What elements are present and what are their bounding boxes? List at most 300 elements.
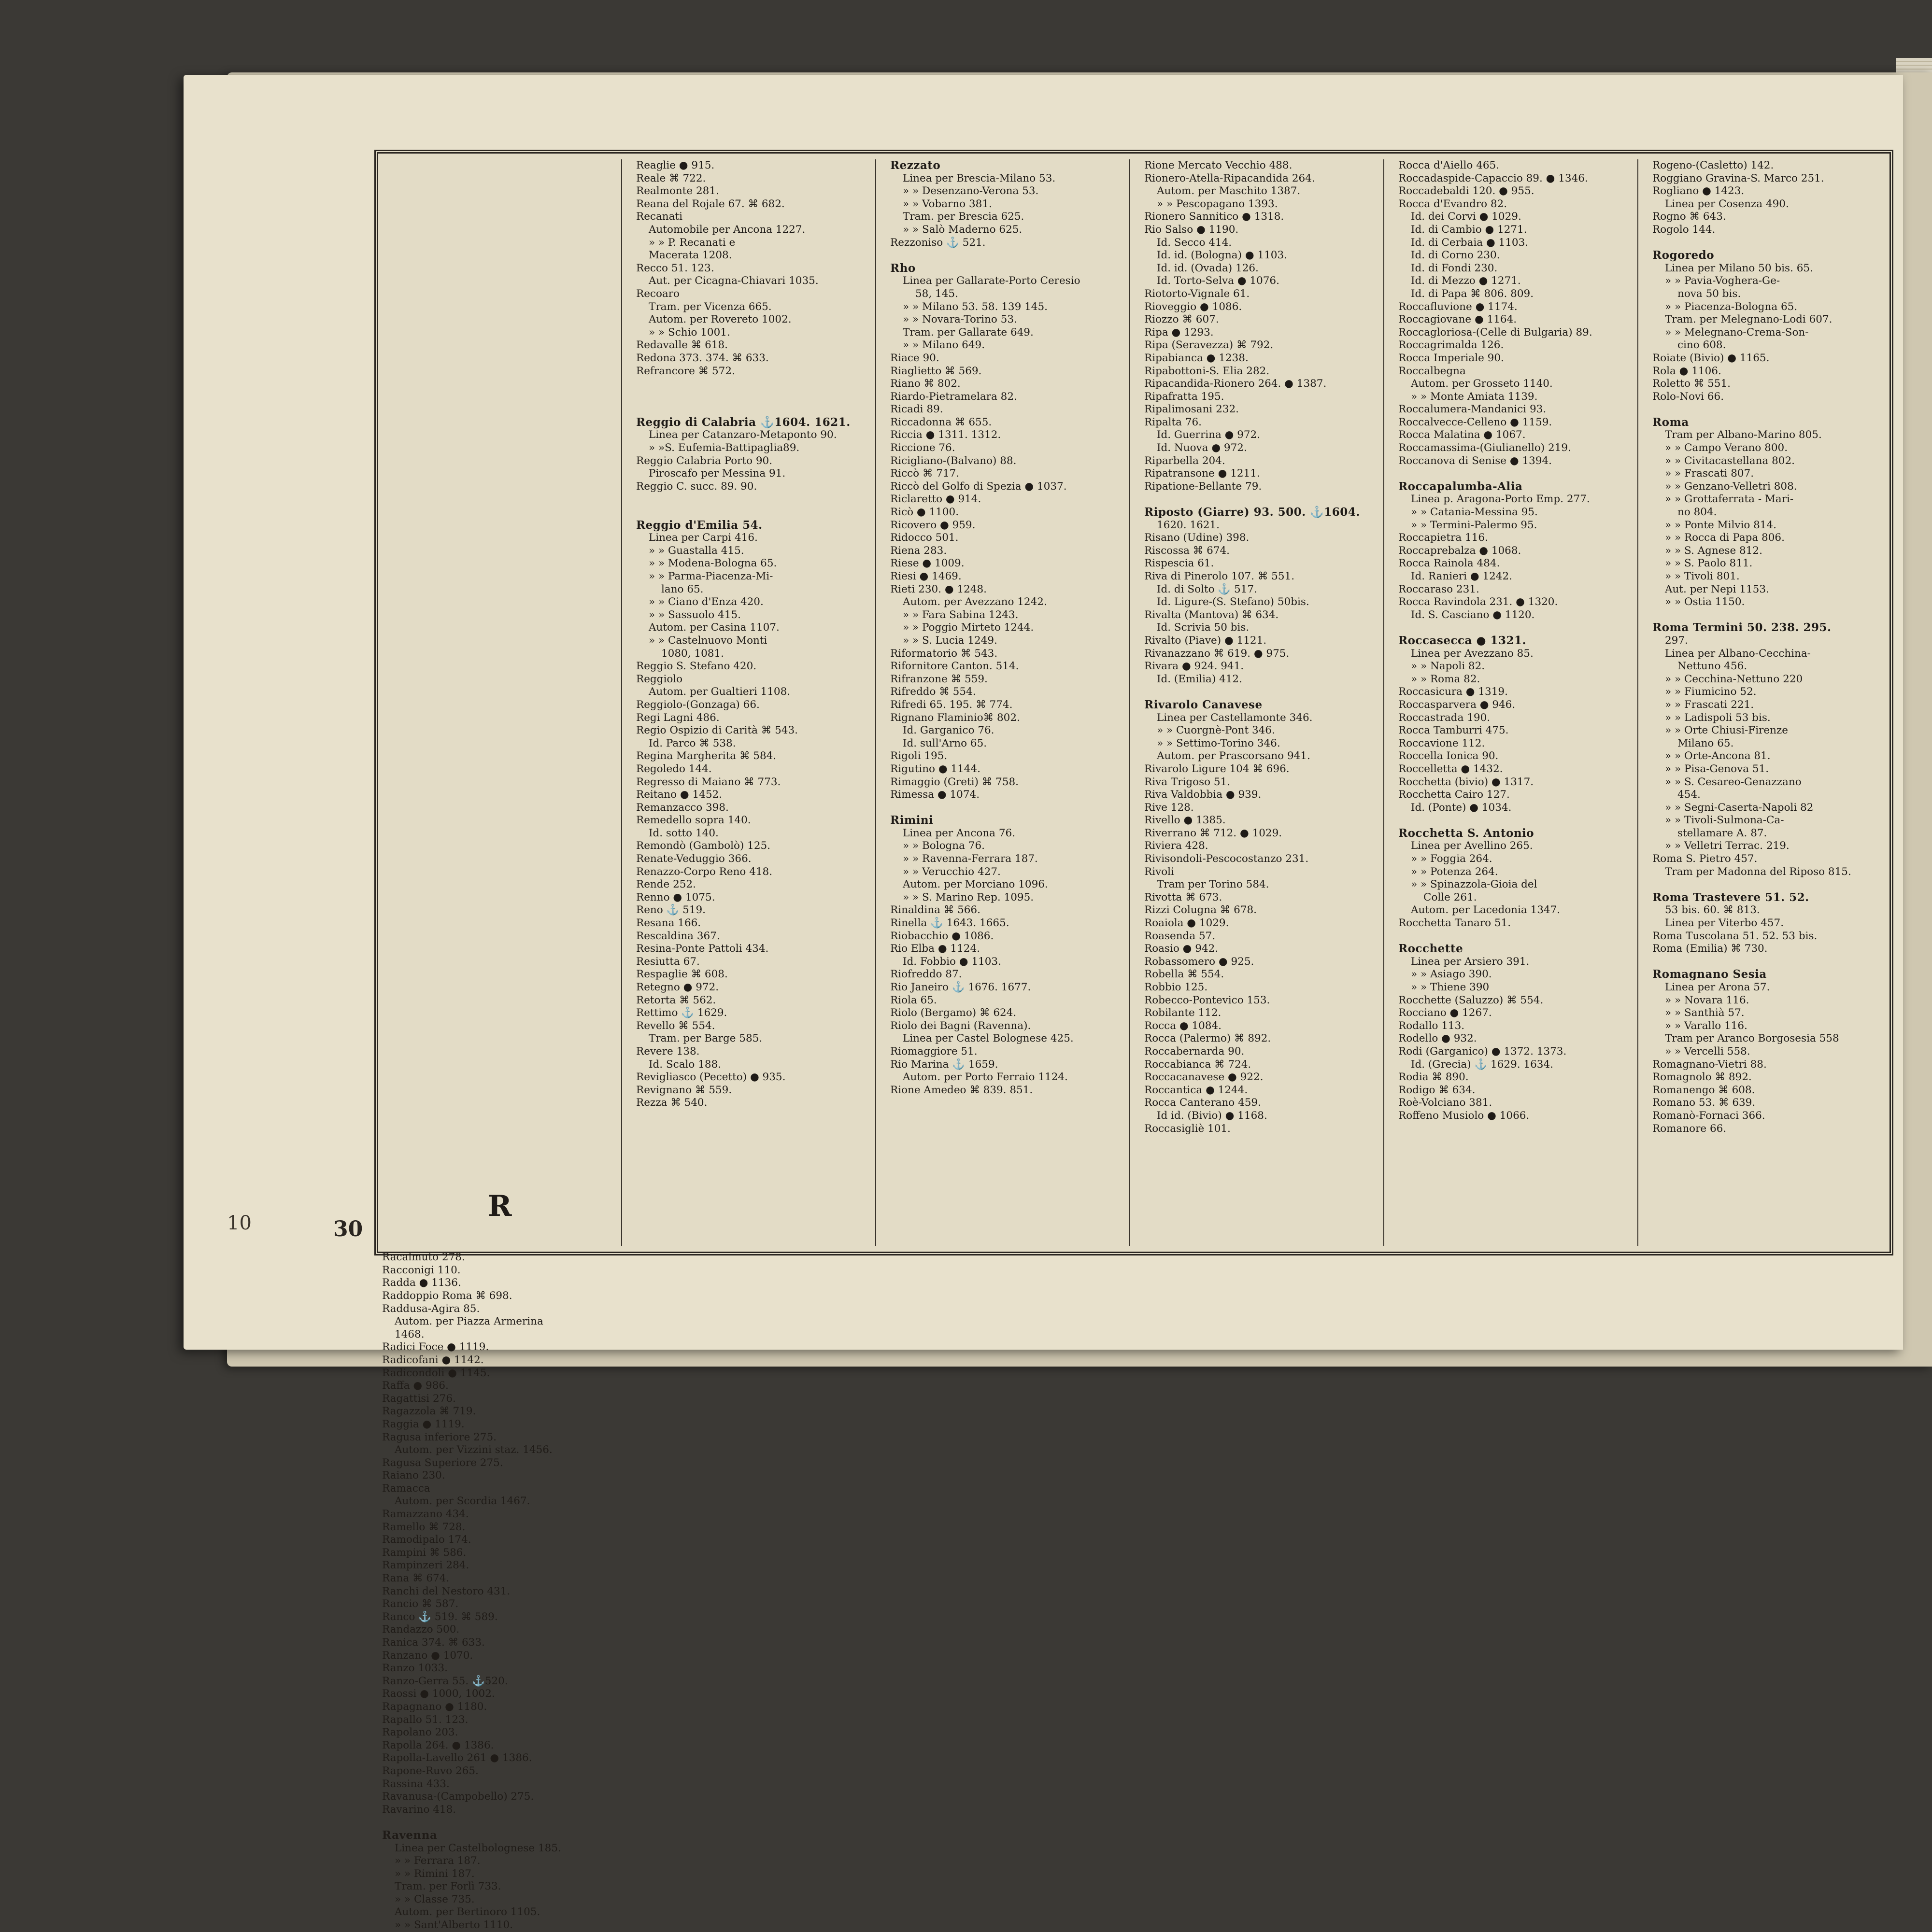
index-column-5: [1394, 159, 1638, 1246]
index-entry: Rodi (Garganico) ● 1372. 1373.: [1398, 1045, 1567, 1058]
index-heading: Reggio di Calabria ⚓1604. 1621.: [636, 415, 851, 429]
index-entry: Tram. per Brescia 625.: [903, 211, 1024, 223]
index-entry: » » Termini-Palermo 95.: [1411, 519, 1537, 531]
index-entry: » » Campo Verano 800.: [1665, 442, 1788, 454]
index-entry: Autom. per Prascorsano 941.: [1157, 750, 1310, 762]
spacer: [1652, 956, 1889, 969]
index-entry: Ranzo-Gerra 55. ⚓520.: [382, 1675, 508, 1687]
index-entry: Rieti 230. ● 1248.: [890, 583, 987, 595]
index-entry: Rimessa ● 1074.: [890, 789, 980, 801]
index-entry: Autom. per Bertinoro 1105.: [395, 1906, 540, 1918]
index-entry: Riozzo ⌘ 607.: [1144, 313, 1219, 326]
index-entry: Radicofani ● 1142.: [382, 1354, 484, 1366]
index-entry: Rodello ● 932.: [1398, 1032, 1477, 1045]
index-entry: Riccione 76.: [890, 442, 955, 454]
index-entry: Autom. per Lacedonia 1347.: [1411, 904, 1561, 917]
index-entry: Ramello ⌘ 728.: [382, 1521, 466, 1533]
index-entry: Ramodipalo 174.: [382, 1534, 471, 1546]
index-entry: » » Guastalla 415.: [649, 544, 744, 557]
index-entry: Autom. per Morciano 1096.: [903, 878, 1048, 891]
index-entry: Ricovero ● 959.: [890, 519, 976, 531]
index-entry: Ripalta 76.: [1144, 416, 1202, 428]
index-entry: Reggio S. Stefano 420.: [636, 660, 757, 673]
index-entry: Retegno ● 972.: [636, 981, 719, 994]
index-entry: Riotorto-Vignale 61.: [1144, 287, 1250, 300]
index-entry: Rivarolo Ligure 104 ⌘ 696.: [1144, 762, 1290, 775]
index-entry: Roccapietra 116.: [1398, 532, 1488, 544]
index-entry: stellamare A. 87.: [1677, 827, 1767, 839]
index-entry: Rettimo ⚓ 1629.: [636, 1007, 727, 1019]
index-entry: Linea per Milano 50 bis. 65.: [1665, 262, 1813, 274]
index-entry: Rifornitore Canton. 514.: [890, 660, 1019, 673]
index-entry: Id. Ligure-(S. Stefano) 50bis.: [1157, 596, 1309, 608]
index-entry: Revignano ⌘ 559.: [636, 1084, 732, 1096]
spacer: [382, 1816, 617, 1829]
index-entry: Romagnano-Vietri 88.: [1652, 1058, 1767, 1071]
index-entry: 454.: [1677, 789, 1701, 801]
index-entry: Id. (Grecia) ⚓ 1629. 1634.: [1411, 1058, 1553, 1071]
index-entry: Id. dei Corvi ● 1029.: [1411, 211, 1521, 223]
index-entry: Id. di Corno 230.: [1411, 249, 1500, 262]
index-entry: Ripalimosani 232.: [1144, 403, 1239, 416]
index-entry: Id. Ranieri ● 1242.: [1411, 570, 1513, 582]
index-entry: Riccò ⌘ 717.: [890, 467, 960, 480]
index-entry: Rivello ● 1385.: [1144, 814, 1226, 827]
index-entry: Reale ⌘ 722.: [636, 172, 706, 184]
index-entry: Rodallo 113.: [1398, 1019, 1465, 1032]
index-entry: 58, 145.: [915, 287, 958, 300]
index-entry: Rionero Sannitico ● 1318.: [1144, 211, 1284, 223]
index-entry: Rassina 433.: [382, 1777, 450, 1790]
index-entry: Revello ⌘ 554.: [636, 1019, 715, 1032]
index-entry: Riola 65.: [890, 994, 937, 1006]
index-entry: lano 65.: [661, 583, 704, 595]
index-entry: Rocca Tamburri 475.: [1398, 724, 1509, 737]
spacer: [1144, 493, 1379, 506]
index-entry: » » Cuorgnè-Pont 346.: [1157, 724, 1275, 737]
index-entry: Resina-Ponte Pattoli 434.: [636, 943, 769, 955]
index-entry: Riccò del Golfo di Spezia ● 1037.: [890, 480, 1067, 493]
index-entry: Linea per Castel Bolognese 425.: [903, 1032, 1074, 1045]
index-entry: Ramazzano 434.: [382, 1508, 469, 1521]
index-entry: Robilante 112.: [1144, 1007, 1222, 1019]
index-entry: Autom. per Scordia 1467.: [395, 1495, 530, 1508]
index-entry: Romanore 66.: [1652, 1122, 1727, 1135]
index-entry: Aut. per Nepi 1153.: [1665, 583, 1769, 595]
index-entry: Randazzo 500.: [382, 1623, 460, 1636]
index-entry: Tram per Albano-Marino 805.: [1665, 429, 1822, 441]
index-entry: Ripafratta 195.: [1144, 390, 1224, 403]
index-entry: Rapolla 264. ● 1386.: [382, 1739, 494, 1751]
index-entry: » » Grottaferrata - Mari-: [1665, 493, 1794, 506]
index-entry: Rancio ⌘ 587.: [382, 1598, 459, 1610]
index-entry: Rogliano ● 1423.: [1652, 185, 1745, 197]
index-entry: Roccasparvera ● 946.: [1398, 698, 1516, 711]
index-entry: Resana 166.: [636, 917, 701, 930]
index-entry: Ranco ⚓ 519. ⌘ 589.: [382, 1610, 498, 1623]
index-entry: Id id. (Bivio) ● 1168.: [1157, 1109, 1267, 1122]
index-entry: » » Velletri Terrac. 219.: [1665, 840, 1790, 852]
index-entry: » » Schio 1001.: [649, 326, 730, 338]
index-entry: Robella ⌘ 554.: [1144, 968, 1224, 981]
index-entry: Roccagiovane ● 1164.: [1398, 313, 1517, 326]
index-entry: » » Segni-Caserta-Napoli 82: [1665, 801, 1814, 814]
index-entry: Autom. per Gualtieri 1108.: [649, 686, 791, 698]
index-entry: Rio Janeiro ⚓ 1676. 1677.: [890, 981, 1031, 993]
index-entry: Remondò (Gambolò) 125.: [636, 840, 771, 852]
index-entry: Rizzi Colugna ⌘ 678.: [1144, 904, 1257, 917]
index-entry: Raddusa-Agira 85.: [382, 1302, 480, 1315]
index-entry: Id. id. (Ovada) 126.: [1157, 262, 1259, 274]
index-entry: Ranzano ● 1070.: [382, 1649, 473, 1662]
index-entry: Riese ● 1009.: [890, 557, 965, 570]
index-entry: » » Milano 53. 58. 139 145.: [903, 300, 1048, 313]
index-entry: Macerata 1208.: [649, 249, 732, 262]
index-entry: Riccadonna ⌘ 655.: [890, 416, 992, 428]
index-heading: Rogoredo: [1652, 249, 1715, 262]
section-letter: R: [487, 1189, 512, 1223]
index-entry: Roccaraso 231.: [1398, 583, 1479, 595]
index-entry: » » Orte-Ancona 81.: [1665, 750, 1771, 762]
index-entry: » » Asiago 390.: [1411, 968, 1492, 981]
index-entry: 1620. 1621.: [1157, 519, 1220, 531]
index-entry: Roccanova di Senise ● 1394.: [1398, 454, 1552, 467]
index-entry: » » Classe 735.: [395, 1893, 475, 1905]
index-entry: Rocca Malatina ● 1067.: [1398, 429, 1526, 441]
index-entry: Roiate (Bivio) ● 1165.: [1652, 352, 1770, 364]
index-entry: Roccalbegna: [1398, 365, 1466, 377]
index-entry: Autom. per Vizzini staz. 1456.: [395, 1444, 553, 1456]
index-entry: cino 608.: [1677, 339, 1726, 352]
index-entry: Tram. per Gallarate 649.: [903, 326, 1034, 338]
index-entry: 1468.: [395, 1328, 425, 1340]
index-entry: Roasio ● 942.: [1144, 943, 1219, 955]
index-entry: Romano 53. ⌘ 639.: [1652, 1097, 1756, 1109]
index-entry: Tram per Madonna del Riposo 815.: [1665, 865, 1851, 878]
index-entry: Robbio 125.: [1144, 981, 1208, 993]
index-entry: Reggio C. succ. 89. 90.: [636, 480, 757, 493]
index-entry: » » Milano 649.: [903, 339, 985, 352]
index-entry: Riardo-Pietramelara 82.: [890, 390, 1017, 403]
index-entry: Ragazzola ⌘ 719.: [382, 1405, 476, 1418]
index-entry: Ricò ● 1100.: [890, 506, 959, 519]
index-entry: Autom. per Casina 1107.: [649, 621, 780, 634]
index-heading: Rimini: [890, 814, 934, 827]
index-heading: Reggio d'Emilia 54.: [636, 518, 763, 532]
index-entry: Roaiola ● 1029.: [1144, 917, 1229, 930]
index-entry: Racalmuto 278.: [382, 1251, 465, 1264]
index-entry: Id. S. Casciano ● 1120.: [1411, 608, 1535, 621]
index-entry: » » Napoli 82.: [1411, 660, 1485, 673]
index-column-6: [1648, 159, 1892, 1246]
index-entry: » » Novara-Torino 53.: [903, 313, 1017, 326]
index-entry: Roccabernarda 90.: [1144, 1045, 1245, 1058]
index-entry: Reggiolo: [636, 673, 683, 685]
index-entry: Retorta ⌘ 562.: [636, 994, 716, 1006]
index-entry: Rolo-Novi 66.: [1652, 390, 1724, 403]
index-entry: Rigoli 195.: [890, 750, 948, 762]
index-entry: » » S. Agnese 812.: [1665, 544, 1762, 557]
spacer: [1652, 878, 1889, 891]
index-entry: Refrancore ⌘ 572.: [636, 365, 735, 377]
index-entry: » » Ponte Milvio 814.: [1665, 519, 1776, 531]
index-entry: » » Civitacastellana 802.: [1665, 454, 1795, 467]
index-entry: Rocca d'Evandro 82.: [1398, 197, 1507, 210]
spacer: [382, 1226, 617, 1251]
index-entry: Ripatione-Bellante 79.: [1144, 480, 1262, 493]
index-entry: Riofreddo 87.: [890, 968, 962, 981]
index-entry: Id. Garganico 76.: [903, 724, 994, 737]
index-entry: nova 50 bis.: [1677, 287, 1741, 300]
index-heading: Roccapalumba-Alia: [1398, 479, 1523, 493]
index-heading: Roma: [1652, 415, 1689, 429]
index-entry: 1080, 1081.: [661, 647, 724, 660]
page-number: 30: [333, 1217, 363, 1241]
index-entry: Id. Torto-Selva ● 1076.: [1157, 275, 1279, 287]
spacer: [1398, 814, 1634, 827]
index-entry: » » Roma 82.: [1411, 673, 1480, 685]
index-entry: Roccamassima-(Giulianello) 219.: [1398, 442, 1571, 454]
index-entry: Rapolla-Lavello 261 ● 1386.: [382, 1752, 532, 1764]
index-entry: Aut. per Cicagna-Chiavari 1035.: [649, 275, 819, 287]
index-entry: Remanzacco 398.: [636, 801, 729, 814]
index-entry: Rodigo ⌘ 634.: [1398, 1084, 1476, 1096]
index-entry: » » Ostia 1150.: [1665, 596, 1745, 608]
index-entry: Rogno ⌘ 643.: [1652, 211, 1726, 223]
index-entry: 297.: [1665, 634, 1688, 647]
index-entry: Tram. per Vicenza 665.: [649, 300, 772, 313]
index-entry: Ripatransone ● 1211.: [1144, 467, 1260, 480]
index-entry: Respaglie ⌘ 608.: [636, 968, 728, 981]
index-entry: Id. di Papa ⌘ 806. 809.: [1411, 287, 1534, 300]
index-entry: Id. Parco ⌘ 538.: [649, 737, 736, 749]
index-entry: Roccabianca ⌘ 724.: [1144, 1058, 1251, 1071]
index-entry: Remedello sopra 140.: [636, 814, 751, 827]
index-entry: » » Vobarno 381.: [903, 197, 992, 210]
index-entry: Reggiolo-(Gonzaga) 66.: [636, 698, 760, 711]
index-entry: Reaglie ● 915.: [636, 159, 715, 171]
index-entry: Redavalle ⌘ 618.: [636, 339, 728, 352]
index-entry: Rione Mercato Vecchio 488.: [1144, 159, 1293, 171]
index-entry: Rimaggio (Greti) ⌘ 758.: [890, 776, 1019, 788]
index-entry: Regresso di Maiano ⌘ 773.: [636, 776, 781, 788]
index-entry: Radicondoli ● 1145.: [382, 1367, 490, 1379]
index-entry: Radda ● 1136.: [382, 1277, 461, 1289]
index-entry: Rivara ● 924. 941.: [1144, 660, 1244, 673]
index-entry: Riva Trigoso 51.: [1144, 776, 1231, 788]
index-entry: Rana ⌘ 674.: [382, 1572, 450, 1585]
index-entry: » » Desenzano-Verona 53.: [903, 185, 1039, 197]
index-entry: Rivisondoli-Pescocostanzo 231.: [1144, 853, 1309, 865]
index-entry: Ragusa inferiore 275.: [382, 1431, 497, 1443]
index-entry: » » Castelnuovo Monti: [649, 634, 767, 647]
index-entry: Tram. per Forlì 733.: [395, 1880, 501, 1893]
index-entry: Rispescia 61.: [1144, 557, 1214, 570]
index-entry: Piroscafo per Messina 91.: [649, 467, 786, 480]
index-entry: » »S. Eufemia-Battipaglia89.: [649, 442, 800, 454]
index-entry: Linea per Arsiero 391.: [1411, 955, 1530, 968]
index-entry: no 804.: [1677, 506, 1717, 519]
index-entry: Roccelletta ● 1432.: [1398, 762, 1503, 775]
index-entry: Raffa ● 986.: [382, 1380, 449, 1392]
index-entry: Roccacanavese ● 922.: [1144, 1071, 1264, 1084]
spacer: [890, 249, 1125, 262]
index-entry: Tram. per Melegnano-Lodi 607.: [1665, 313, 1833, 326]
index-entry: Roma S. Pietro 457.: [1652, 853, 1758, 865]
index-entry: Roccaprebalza ● 1068.: [1398, 544, 1521, 557]
index-entry: Rocciano ● 1267.: [1398, 1007, 1492, 1019]
index-entry: Linea per Brescia-Milano 53.: [903, 172, 1056, 184]
index-entry: » » P. Recanati e: [649, 236, 736, 249]
index-entry: Renate-Veduggio 366.: [636, 853, 752, 865]
index-entry: Renno ● 1075.: [636, 891, 715, 903]
index-entry: Ripa (Seravezza) ⌘ 792.: [1144, 339, 1274, 352]
index-entry: Rapagnano ● 1180.: [382, 1700, 487, 1713]
index-entry: Rodia ⌘ 890.: [1398, 1071, 1469, 1084]
index-entry: Risano (Udine) 398.: [1144, 532, 1250, 544]
index-entry: Robassomero ● 925.: [1144, 955, 1254, 968]
index-column-1: [378, 159, 622, 1932]
index-entry: Regi Lagni 486.: [636, 711, 720, 724]
index-entry: Rogolo 144.: [1652, 223, 1716, 236]
index-entry: Milano 65.: [1677, 737, 1734, 749]
index-entry: » » Tivoli 801.: [1665, 570, 1740, 582]
index-entry: » » Piacenza-Bologna 65.: [1665, 300, 1798, 313]
index-entry: Rescaldina 367.: [636, 930, 720, 942]
spacer: [636, 493, 871, 519]
index-entry: » » Vercelli 558.: [1665, 1045, 1750, 1058]
index-entry: Autom. per Maschito 1387.: [1157, 185, 1301, 197]
index-entry: Nettuno 456.: [1677, 660, 1747, 673]
index-entry: Regina Margherita ⌘ 584.: [636, 750, 777, 762]
index-entry: Roccavione 112.: [1398, 737, 1485, 749]
index-entry: Racconigi 110.: [382, 1264, 461, 1276]
index-entry: Id. Nuova ● 972.: [1157, 442, 1247, 454]
index-entry: Tram per Torino 584.: [1157, 878, 1269, 891]
spacer: [1398, 621, 1634, 635]
index-entry: Regoledo 144.: [636, 762, 712, 775]
index-entry: Roma Tuscolana 51. 52. 53 bis.: [1652, 930, 1818, 942]
index-entry: Roè-Volciano 381.: [1398, 1097, 1492, 1109]
index-entry: Ragattisi 276.: [382, 1392, 456, 1405]
index-entry: » » Novara 116.: [1665, 994, 1749, 1006]
index-entry: Rivanazzano ⌘ 619. ● 975.: [1144, 647, 1290, 660]
index-heading: Roccasecca ● 1321.: [1398, 634, 1526, 647]
index-column-4: [1140, 159, 1384, 1246]
index-entry: Linea p. Aragona-Porto Emp. 277.: [1411, 493, 1590, 506]
index-entry: Rogeno-(Casletto) 142.: [1652, 159, 1774, 171]
index-entry: Rivoli: [1144, 865, 1174, 878]
index-entry: Ranchi del Nestoro 431.: [382, 1585, 511, 1597]
index-entry: » » Bologna 76.: [903, 840, 985, 852]
index-entry: Linea per Carpi 416.: [649, 532, 758, 544]
index-entry: » » Tivoli-Sulmona-Ca-: [1665, 814, 1784, 827]
index-entry: Rocca ● 1084.: [1144, 1019, 1222, 1032]
index-entry: Roccalvecce-Celleno ● 1159.: [1398, 416, 1552, 428]
spacer: [636, 378, 871, 416]
index-entry: Riaglietto ⌘ 569.: [890, 365, 982, 377]
index-entry: Id. Guerrina ● 972.: [1157, 429, 1261, 441]
index-entry: Rocca Rainola 484.: [1398, 557, 1500, 570]
index-heading: Ravenna: [382, 1828, 438, 1842]
index-entry: Rapolano 203.: [382, 1726, 458, 1739]
index-entry: Ridocco 501.: [890, 532, 959, 544]
spacer: [1652, 403, 1889, 416]
index-entry: Realmonte 281.: [636, 185, 719, 197]
index-entry: Rio Marina ⚓ 1659.: [890, 1058, 998, 1071]
index-entry: Rivalta (Mantova) ⌘ 634.: [1144, 608, 1279, 621]
index-entry: Reana del Rojale 67. ⌘ 682.: [636, 197, 785, 210]
index-entry: » » Ladispoli 53 bis.: [1665, 711, 1771, 724]
index-entry: Autom. per Piazza Armerina: [395, 1315, 543, 1328]
index-entry: Rignano Flaminio⌘ 802.: [890, 711, 1020, 724]
index-entry: Id. Scrivia 50 bis.: [1157, 621, 1250, 634]
index-entry: » » Foggia 264.: [1411, 853, 1492, 865]
index-entry: Recanati: [636, 211, 682, 223]
index-entry: Rocchetta Cairo 127.: [1398, 789, 1510, 801]
index-entry: Linea per Castelbolognese 185.: [395, 1842, 561, 1854]
index-heading: Rocchette: [1398, 942, 1463, 956]
index-entry: Autom. per Porto Ferraio 1124.: [903, 1071, 1068, 1084]
index-entry: Linea per Gallarate-Porto Ceresio: [903, 275, 1080, 287]
index-entry: Ragusa Superiore 275.: [382, 1456, 503, 1469]
index-entry: Riviera 428.: [1144, 840, 1208, 852]
index-entry: Rocca (Palermo) ⌘ 892.: [1144, 1032, 1271, 1045]
index-entry: Rivotta ⌘ 673.: [1144, 891, 1222, 903]
index-entry: Ramacca: [382, 1482, 430, 1495]
spacer: [382, 159, 617, 1187]
index-entry: » » Cecchina-Nettuno 220: [1665, 673, 1803, 685]
index-entry: Roggiano Gravina-S. Marco 251.: [1652, 172, 1824, 184]
index-entry: » » Monte Amiata 1139.: [1411, 390, 1538, 403]
index-entry: » » Sant'Alberto 1110.: [395, 1919, 513, 1932]
index-entry: Riace 90.: [890, 352, 939, 364]
index-entry: Recoaro: [636, 287, 680, 300]
index-entry: Rione Amedeo ⌘ 839. 851.: [890, 1084, 1033, 1096]
index-entry: Regio Ospizio di Carità ⌘ 543.: [636, 724, 798, 737]
index-heading: Rho: [890, 261, 916, 275]
index-entry: Rocchetta Tanaro 51.: [1398, 917, 1511, 930]
index-entry: Roccagrimalda 126.: [1398, 339, 1504, 352]
index-entry: » » Ravenna-Ferrara 187.: [903, 853, 1038, 865]
index-heading: Roma Termini 50. 238. 295.: [1652, 621, 1832, 635]
index-heading: Riposto (Giarre) 93. 500. ⚓1604.: [1144, 506, 1360, 519]
index-entry: Ripacandida-Rionero 264. ● 1387.: [1144, 378, 1327, 390]
index-entry: » » Rimini 187.: [395, 1867, 475, 1880]
index-heading: Romagnano Sesia: [1652, 968, 1767, 981]
index-entry: » » Fiumicino 52.: [1665, 686, 1757, 698]
index-entry: Riena 283.: [890, 544, 947, 557]
index-entry: Id. di Solto ⚓ 517.: [1157, 583, 1257, 595]
index-column-2: [632, 159, 876, 1246]
index-entry: » » S. Lucia 1249.: [903, 634, 997, 647]
index-entry: Id. (Emilia) 412.: [1157, 673, 1242, 685]
index-entry: Ravanusa-(Campobello) 275.: [382, 1791, 534, 1803]
spacer: [1144, 686, 1379, 699]
index-entry: Roletto ⌘ 551.: [1652, 378, 1731, 390]
index-entry: Riolo dei Bagni (Ravenna).: [890, 1019, 1031, 1032]
index-entry: Revigliasco (Pecetto) ● 935.: [636, 1071, 786, 1084]
index-entry: Ranzo 1033.: [382, 1662, 448, 1675]
index-entry: Riscossa ⌘ 674.: [1144, 544, 1230, 557]
index-entry: Linea per Viterbo 457.: [1665, 917, 1784, 930]
index-entry: Rio Elba ● 1124.: [890, 943, 980, 955]
index-entry: » » Sassuolo 415.: [649, 608, 741, 621]
index-entry: Roasenda 57.: [1144, 930, 1216, 942]
index-entry: Linea per Ancona 76.: [903, 827, 1016, 839]
index-entry: Rionero-Atella-Ripacandida 264.: [1144, 172, 1315, 184]
index-entry: Roccasicura ● 1319.: [1398, 686, 1508, 698]
